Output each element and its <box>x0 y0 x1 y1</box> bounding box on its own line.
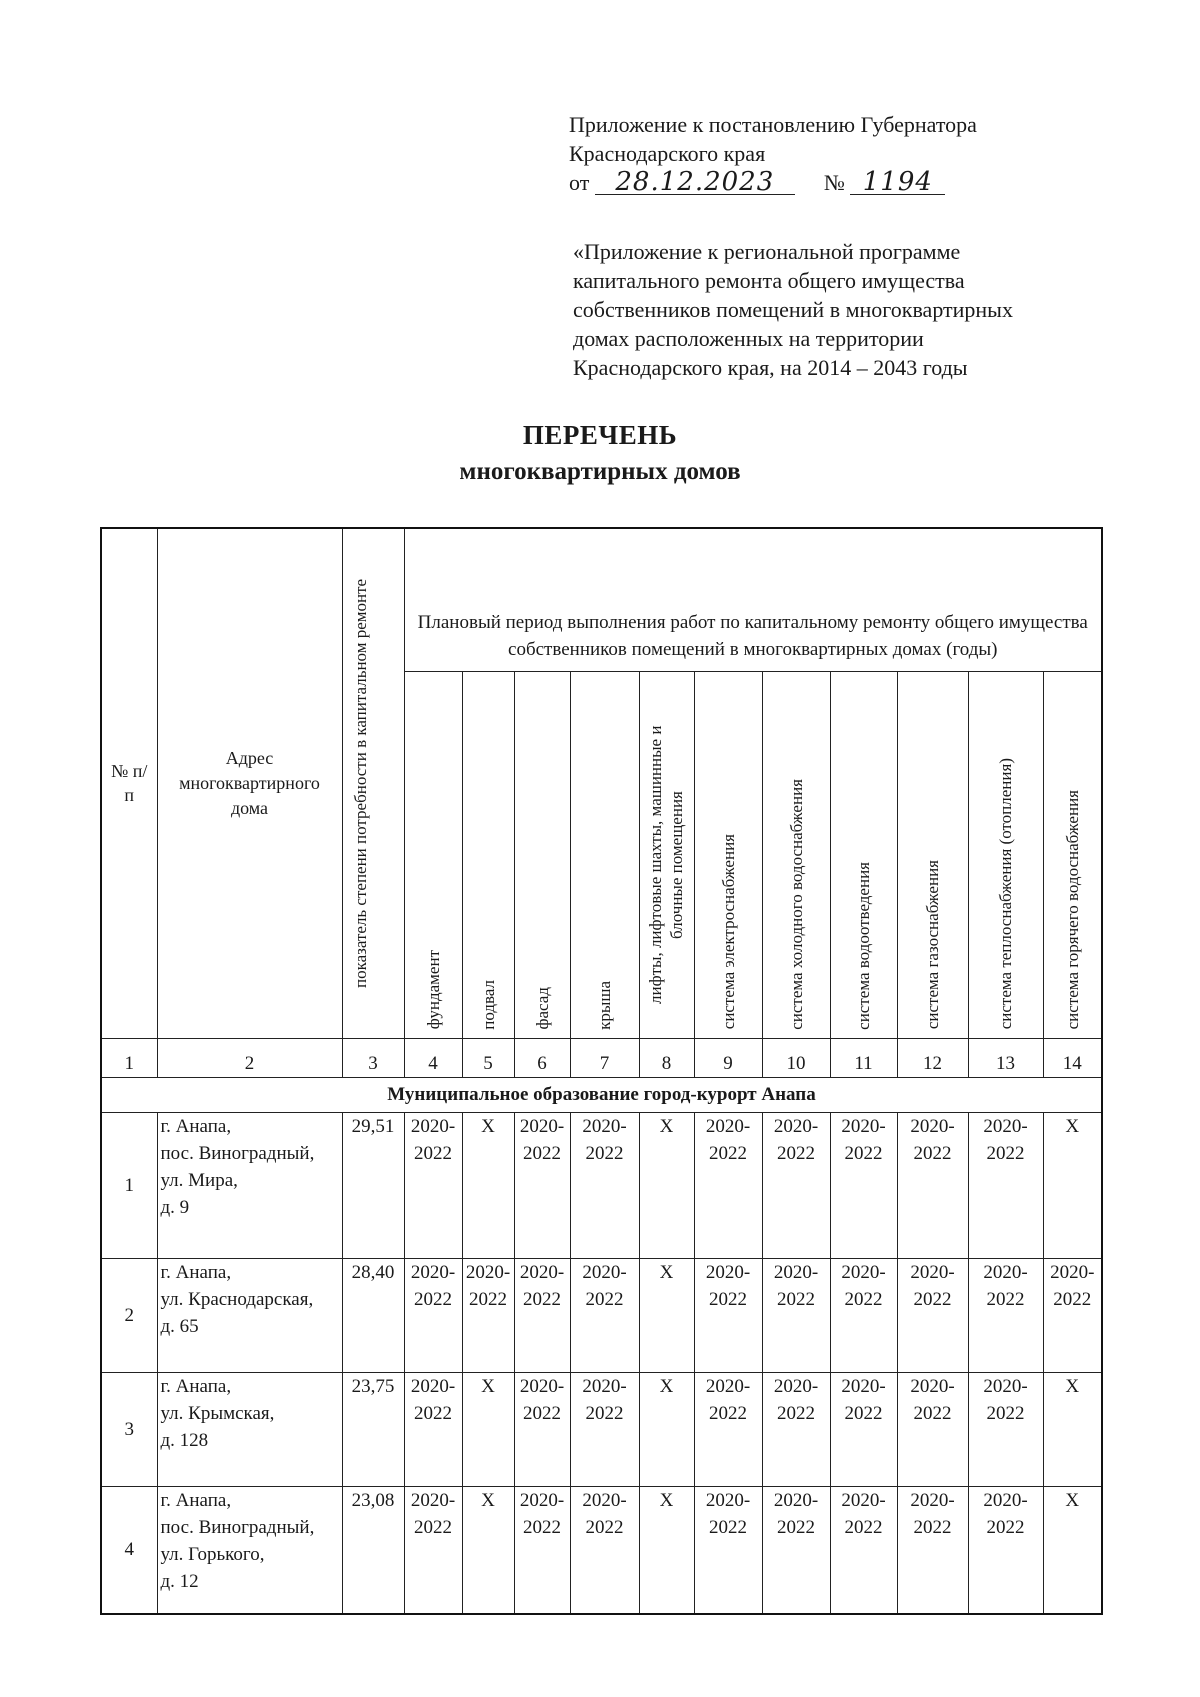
header-work-heating: система теплоснабжения (отопления) <box>968 671 1043 1038</box>
column-number: 9 <box>694 1038 762 1077</box>
row-number: 2 <box>101 1258 157 1372</box>
column-number: 11 <box>830 1038 897 1077</box>
header-line-1: Приложение к постановлению Губернатора <box>569 112 977 137</box>
table-body <box>101 1112 1102 1614</box>
header-work-elevators: лифты, лифтовые шахты, машинные и блочные помещения <box>639 671 694 1038</box>
table-row <box>101 1258 1102 1372</box>
address-line: д. 65 <box>160 1315 199 1337</box>
work-period-cell: 2020- 2022 <box>514 1258 570 1372</box>
column-number: 4 <box>404 1038 462 1077</box>
header-plan-period: Плановый период выполнения работ по капитальному ремонту общего имущества собственников помещений в многоквартирных домах (годы) <box>404 528 1102 671</box>
work-period-cell: 2020- 2022 <box>1043 1258 1102 1372</box>
work-period-cell: Х <box>639 1258 694 1372</box>
address-line: ул. Краснодарская, <box>160 1288 314 1310</box>
row-address <box>157 1372 342 1486</box>
row-number: 1 <box>101 1112 157 1258</box>
work-period-cell: 2020- 2022 <box>514 1486 570 1614</box>
address-line: ул. Мира, <box>160 1169 238 1191</box>
header-work-gas: система газоснабжения <box>897 671 968 1038</box>
header-work-roof: крыша <box>570 671 639 1038</box>
table-row <box>101 1112 1102 1258</box>
work-period-cell: 2020- 2022 <box>830 1112 897 1258</box>
work-period-cell: 2020- 2022 <box>694 1112 762 1258</box>
header-number: № п/п <box>101 528 157 1038</box>
column-number: 10 <box>762 1038 830 1077</box>
work-period-cell: 2020- 2022 <box>404 1112 462 1258</box>
column-number: 7 <box>570 1038 639 1077</box>
work-period-cell: 2020- 2022 <box>694 1258 762 1372</box>
work-period-cell: 2020- 2022 <box>897 1372 968 1486</box>
work-period-cell: 2020- 2022 <box>968 1372 1043 1486</box>
work-period-cell: Х <box>462 1372 514 1486</box>
row-number: 3 <box>101 1372 157 1486</box>
work-period-cell: 2020- 2022 <box>514 1372 570 1486</box>
column-number: 6 <box>514 1038 570 1077</box>
work-period-cell: 2020- 2022 <box>830 1486 897 1614</box>
work-period-cell: 2020- 2022 <box>968 1486 1043 1614</box>
address-line: г. Анапа, <box>160 1261 232 1283</box>
document-number: 1194 <box>850 170 945 195</box>
work-period-cell: 2020- 2022 <box>762 1372 830 1486</box>
work-period-cell: 2020- 2022 <box>404 1486 462 1614</box>
work-period-cell: 2020- 2022 <box>694 1486 762 1614</box>
work-period-cell: 2020- 2022 <box>968 1258 1043 1372</box>
address-line: г. Анапа, <box>160 1375 232 1397</box>
address-line: д. 128 <box>160 1429 209 1451</box>
work-period-cell: 2020- 2022 <box>404 1258 462 1372</box>
header-block <box>569 110 977 197</box>
work-period-cell: Х <box>639 1112 694 1258</box>
program-line: капитального ремонта общего имущества <box>573 268 965 293</box>
program-reference <box>573 237 1013 382</box>
work-period-cell: 2020- 2022 <box>570 1486 639 1614</box>
work-period-cell: Х <box>1043 1372 1102 1486</box>
column-number: 14 <box>1043 1038 1102 1077</box>
program-line: домах расположенных на территории <box>573 326 924 351</box>
column-number: 1 <box>101 1038 157 1077</box>
address-line: г. Анапа, <box>160 1115 232 1137</box>
work-period-cell: 2020- 2022 <box>404 1372 462 1486</box>
document-date: 28.12.2023 <box>595 170 795 195</box>
header-work-hot-water: система горячего водоснабжения <box>1043 671 1102 1038</box>
work-period-cell: 2020- 2022 <box>462 1258 514 1372</box>
work-period-cell: Х <box>639 1486 694 1614</box>
address-line: ул. Горького, <box>160 1543 265 1565</box>
header-work-electricity: система электроснабжения <box>694 671 762 1038</box>
work-period-cell: Х <box>1043 1112 1102 1258</box>
header-address: Адрес многоквартирного дома <box>157 528 342 1038</box>
work-period-cell: 2020- 2022 <box>830 1258 897 1372</box>
work-period-cell: 2020- 2022 <box>897 1112 968 1258</box>
address-line: д. 9 <box>160 1196 190 1218</box>
work-period-cell: 2020- 2022 <box>570 1372 639 1486</box>
program-line: «Приложение к региональной программе <box>573 239 961 264</box>
from-label: от <box>569 170 590 195</box>
header-work-facade: фасад <box>514 671 570 1038</box>
header-work-foundation: фундамент <box>404 671 462 1038</box>
header-indicator: показатель степени потребности в капитальном ремонте <box>342 528 404 1038</box>
column-number: 5 <box>462 1038 514 1077</box>
row-address <box>157 1486 342 1614</box>
work-period-cell: 2020- 2022 <box>968 1112 1043 1258</box>
header-line-2: Краснодарского края <box>569 141 766 166</box>
row-number: 4 <box>101 1486 157 1614</box>
row-indicator: 29,51 <box>342 1112 404 1258</box>
work-period-cell: 2020- 2022 <box>570 1112 639 1258</box>
address-line: пос. Виноградный, <box>160 1516 315 1538</box>
work-period-cell: 2020- 2022 <box>762 1112 830 1258</box>
work-period-cell: Х <box>462 1112 514 1258</box>
document-subtitle: многоквартирных домов <box>459 458 741 485</box>
work-period-cell: 2020- 2022 <box>897 1486 968 1614</box>
header-work-cold-water: система холодного водоснабжения <box>762 671 830 1038</box>
header-work-basement: подвал <box>462 671 514 1038</box>
header-work-drainage: система водоотведения <box>830 671 897 1038</box>
number-label: № <box>823 170 845 195</box>
row-indicator: 23,75 <box>342 1372 404 1486</box>
row-indicator: 28,40 <box>342 1258 404 1372</box>
work-period-cell: 2020- 2022 <box>897 1258 968 1372</box>
column-number: 8 <box>639 1038 694 1077</box>
work-period-cell: 2020- 2022 <box>570 1258 639 1372</box>
program-line: собственников помещений в многоквартирных <box>573 297 1013 322</box>
municipality-row: Муниципальное образование город-курорт Анапа <box>101 1077 1102 1112</box>
address-line: ул. Крымская, <box>160 1402 275 1424</box>
table-row <box>101 1486 1102 1614</box>
work-period-cell: Х <box>1043 1486 1102 1614</box>
program-line: Краснодарского края, на 2014 – 2043 годы <box>573 355 968 380</box>
work-period-cell: Х <box>639 1372 694 1486</box>
work-period-cell: 2020- 2022 <box>762 1486 830 1614</box>
address-line: д. 12 <box>160 1570 199 1592</box>
row-address <box>157 1112 342 1258</box>
column-numbers-row <box>101 1038 1102 1077</box>
work-period-cell: 2020- 2022 <box>830 1372 897 1486</box>
row-address <box>157 1258 342 1372</box>
table-row <box>101 1372 1102 1486</box>
column-number: 3 <box>342 1038 404 1077</box>
header-line-3 <box>569 168 977 197</box>
column-number: 2 <box>157 1038 342 1077</box>
address-line: г. Анапа, <box>160 1489 232 1511</box>
column-number: 12 <box>897 1038 968 1077</box>
column-number: 13 <box>968 1038 1043 1077</box>
row-indicator: 23,08 <box>342 1486 404 1614</box>
work-period-cell: Х <box>462 1486 514 1614</box>
address-line: пос. Виноградный, <box>160 1142 315 1164</box>
houses-table <box>100 527 1103 1615</box>
work-period-cell: 2020- 2022 <box>762 1258 830 1372</box>
document-title: ПЕРЕЧЕНЬ <box>522 420 678 450</box>
work-period-cell: 2020- 2022 <box>514 1112 570 1258</box>
work-period-cell: 2020- 2022 <box>694 1372 762 1486</box>
